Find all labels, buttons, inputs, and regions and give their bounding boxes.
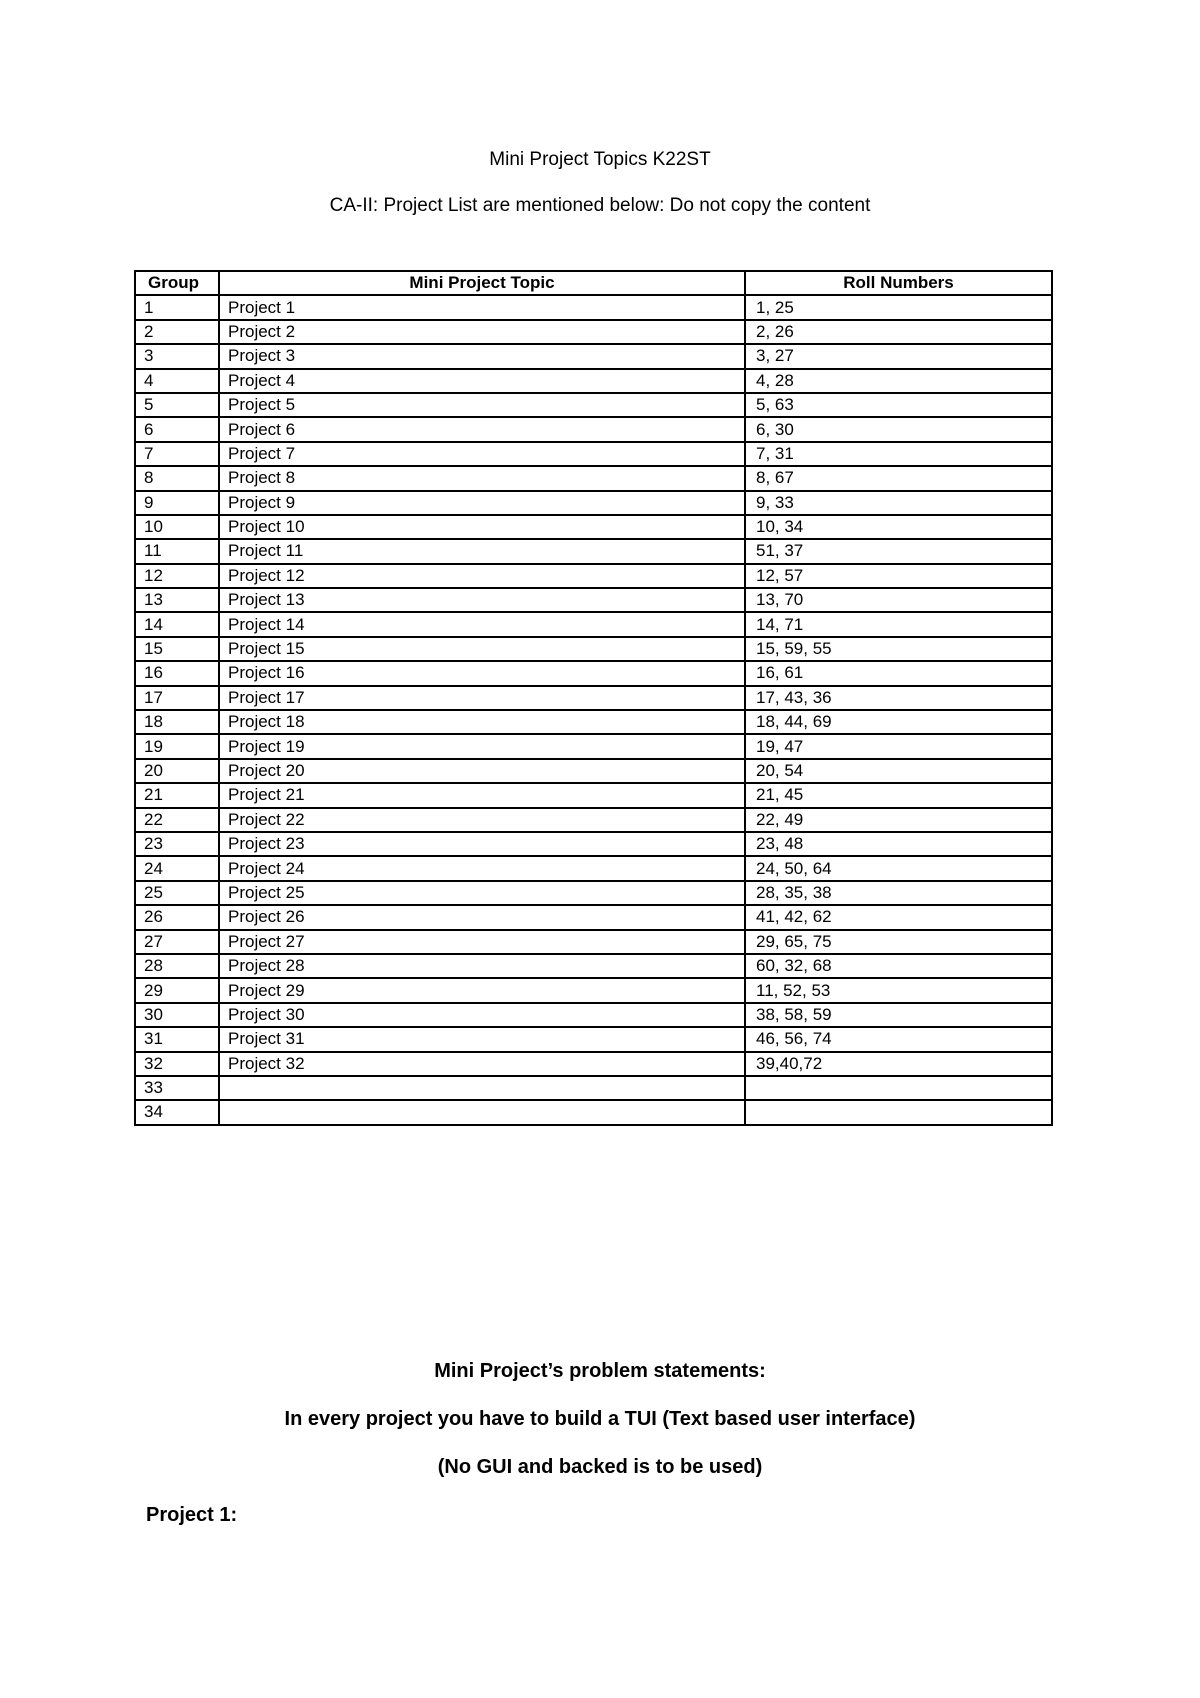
cell-roll-numbers: 15, 59, 55 <box>745 637 1052 661</box>
table-row <box>135 686 1052 710</box>
cell-roll-numbers <box>745 1076 1052 1100</box>
table-row <box>135 954 1052 978</box>
cell-roll-numbers: 51, 37 <box>745 539 1052 563</box>
table-row <box>135 661 1052 685</box>
cell-roll-numbers: 9, 33 <box>745 491 1052 515</box>
cell-group: 6 <box>135 417 219 441</box>
cell-topic: Project 26 <box>219 905 745 929</box>
table-row <box>135 491 1052 515</box>
cell-topic: Project 22 <box>219 808 745 832</box>
cell-topic: Project 16 <box>219 661 745 685</box>
tui-requirement-text: In every project you have to build a TUI (Text based user interface) <box>284 1408 916 1430</box>
cell-topic: Project 19 <box>219 734 745 758</box>
table-row <box>135 344 1052 368</box>
cell-topic: Project 17 <box>219 686 745 710</box>
table-row <box>135 466 1052 490</box>
cell-roll-numbers: 60, 32, 68 <box>745 954 1052 978</box>
cell-group: 34 <box>135 1100 219 1124</box>
table-row <box>135 856 1052 880</box>
table-row <box>135 539 1052 563</box>
cell-roll-numbers: 24, 50, 64 <box>745 856 1052 880</box>
cell-group: 1 <box>135 295 219 319</box>
cell-roll-numbers: 46, 56, 74 <box>745 1027 1052 1051</box>
cell-topic: Project 14 <box>219 612 745 636</box>
cell-roll-numbers: 4, 28 <box>745 369 1052 393</box>
cell-group: 5 <box>135 393 219 417</box>
cell-roll-numbers: 22, 49 <box>745 808 1052 832</box>
table-row <box>135 905 1052 929</box>
cell-roll-numbers: 17, 43, 36 <box>745 686 1052 710</box>
cell-group: 30 <box>135 1003 219 1027</box>
table-row <box>135 564 1052 588</box>
cell-group: 18 <box>135 710 219 734</box>
cell-roll-numbers: 13, 70 <box>745 588 1052 612</box>
cell-topic: Project 1 <box>219 295 745 319</box>
cell-topic: Project 3 <box>219 344 745 368</box>
cell-roll-numbers <box>745 1100 1052 1124</box>
cell-roll-numbers: 14, 71 <box>745 612 1052 636</box>
cell-topic: Project 8 <box>219 466 745 490</box>
table-row <box>135 1027 1052 1051</box>
cell-topic: Project 15 <box>219 637 745 661</box>
cell-roll-numbers: 28, 35, 38 <box>745 881 1052 905</box>
cell-group: 16 <box>135 661 219 685</box>
cell-topic: Project 25 <box>219 881 745 905</box>
table-row <box>135 808 1052 832</box>
table-row <box>135 1100 1052 1124</box>
column-header-topic: Mini Project Topic <box>219 271 745 295</box>
table-row <box>135 930 1052 954</box>
cell-group: 14 <box>135 612 219 636</box>
cell-topic: Project 29 <box>219 978 745 1002</box>
cell-topic: Project 28 <box>219 954 745 978</box>
cell-roll-numbers: 6, 30 <box>745 417 1052 441</box>
table-row <box>135 295 1052 319</box>
cell-group: 21 <box>135 783 219 807</box>
table-row <box>135 637 1052 661</box>
cell-roll-numbers: 8, 67 <box>745 466 1052 490</box>
cell-topic: Project 31 <box>219 1027 745 1051</box>
cell-group: 24 <box>135 856 219 880</box>
cell-group: 8 <box>135 466 219 490</box>
project-1-heading: Project 1: <box>146 1504 238 1526</box>
cell-roll-numbers: 12, 57 <box>745 564 1052 588</box>
table-row <box>135 612 1052 636</box>
cell-group: 9 <box>135 491 219 515</box>
page-subtitle: CA-II: Project List are mentioned below: Do not copy the content <box>329 195 871 216</box>
table-row <box>135 1003 1052 1027</box>
cell-group: 13 <box>135 588 219 612</box>
cell-roll-numbers: 39,40,72 <box>745 1052 1052 1076</box>
table-row <box>135 881 1052 905</box>
cell-topic: Project 23 <box>219 832 745 856</box>
no-gui-note: (No GUI and backed is to be used) <box>437 1456 763 1478</box>
table-row <box>135 320 1052 344</box>
column-header-roll-numbers: Roll Numbers <box>745 271 1052 295</box>
table-row <box>135 710 1052 734</box>
table-row <box>135 588 1052 612</box>
cell-group: 12 <box>135 564 219 588</box>
cell-group: 31 <box>135 1027 219 1051</box>
cell-roll-numbers: 23, 48 <box>745 832 1052 856</box>
cell-topic: Project 12 <box>219 564 745 588</box>
cell-group: 33 <box>135 1076 219 1100</box>
cell-topic: Project 20 <box>219 759 745 783</box>
problem-statements-heading: Mini Project’s problem statements: <box>434 1360 766 1382</box>
project-table <box>134 270 1053 1126</box>
cell-roll-numbers: 29, 65, 75 <box>745 930 1052 954</box>
column-header-group: Group <box>135 271 219 295</box>
table-row <box>135 417 1052 441</box>
cell-topic: Project 13 <box>219 588 745 612</box>
cell-roll-numbers: 10, 34 <box>745 515 1052 539</box>
cell-roll-numbers: 11, 52, 53 <box>745 978 1052 1002</box>
cell-roll-numbers: 18, 44, 69 <box>745 710 1052 734</box>
cell-group: 15 <box>135 637 219 661</box>
cell-roll-numbers: 2, 26 <box>745 320 1052 344</box>
cell-group: 26 <box>135 905 219 929</box>
cell-roll-numbers: 1, 25 <box>745 295 1052 319</box>
table-row <box>135 759 1052 783</box>
table-body <box>135 295 1052 1124</box>
cell-topic: Project 10 <box>219 515 745 539</box>
cell-topic: Project 18 <box>219 710 745 734</box>
cell-roll-numbers: 38, 58, 59 <box>745 1003 1052 1027</box>
table-row <box>135 783 1052 807</box>
table-row <box>135 1076 1052 1100</box>
table-row <box>135 393 1052 417</box>
cell-group: 3 <box>135 344 219 368</box>
cell-roll-numbers: 7, 31 <box>745 442 1052 466</box>
table-row <box>135 369 1052 393</box>
cell-topic: Project 21 <box>219 783 745 807</box>
cell-topic <box>219 1076 745 1100</box>
cell-topic: Project 24 <box>219 856 745 880</box>
cell-group: 25 <box>135 881 219 905</box>
cell-group: 23 <box>135 832 219 856</box>
cell-group: 19 <box>135 734 219 758</box>
table-row <box>135 1052 1052 1076</box>
cell-roll-numbers: 21, 45 <box>745 783 1052 807</box>
cell-group: 32 <box>135 1052 219 1076</box>
cell-topic: Project 11 <box>219 539 745 563</box>
cell-roll-numbers: 41, 42, 62 <box>745 905 1052 929</box>
cell-topic: Project 4 <box>219 369 745 393</box>
cell-group: 20 <box>135 759 219 783</box>
cell-roll-numbers: 16, 61 <box>745 661 1052 685</box>
table-header-row <box>135 271 1052 295</box>
cell-group: 2 <box>135 320 219 344</box>
cell-topic: Project 6 <box>219 417 745 441</box>
cell-topic: Project 2 <box>219 320 745 344</box>
table-row <box>135 734 1052 758</box>
cell-topic: Project 9 <box>219 491 745 515</box>
cell-roll-numbers: 3, 27 <box>745 344 1052 368</box>
cell-topic: Project 7 <box>219 442 745 466</box>
cell-roll-numbers: 20, 54 <box>745 759 1052 783</box>
page-title: Mini Project Topics K22ST <box>489 149 711 170</box>
cell-topic: Project 30 <box>219 1003 745 1027</box>
cell-group: 28 <box>135 954 219 978</box>
cell-group: 7 <box>135 442 219 466</box>
cell-topic: Project 32 <box>219 1052 745 1076</box>
cell-topic: Project 27 <box>219 930 745 954</box>
cell-roll-numbers: 19, 47 <box>745 734 1052 758</box>
table-row <box>135 978 1052 1002</box>
cell-roll-numbers: 5, 63 <box>745 393 1052 417</box>
table-row <box>135 832 1052 856</box>
cell-topic: Project 5 <box>219 393 745 417</box>
cell-group: 11 <box>135 539 219 563</box>
cell-group: 22 <box>135 808 219 832</box>
cell-group: 10 <box>135 515 219 539</box>
cell-group: 27 <box>135 930 219 954</box>
cell-group: 17 <box>135 686 219 710</box>
cell-group: 4 <box>135 369 219 393</box>
table-row <box>135 442 1052 466</box>
cell-topic <box>219 1100 745 1124</box>
table-row <box>135 515 1052 539</box>
cell-group: 29 <box>135 978 219 1002</box>
